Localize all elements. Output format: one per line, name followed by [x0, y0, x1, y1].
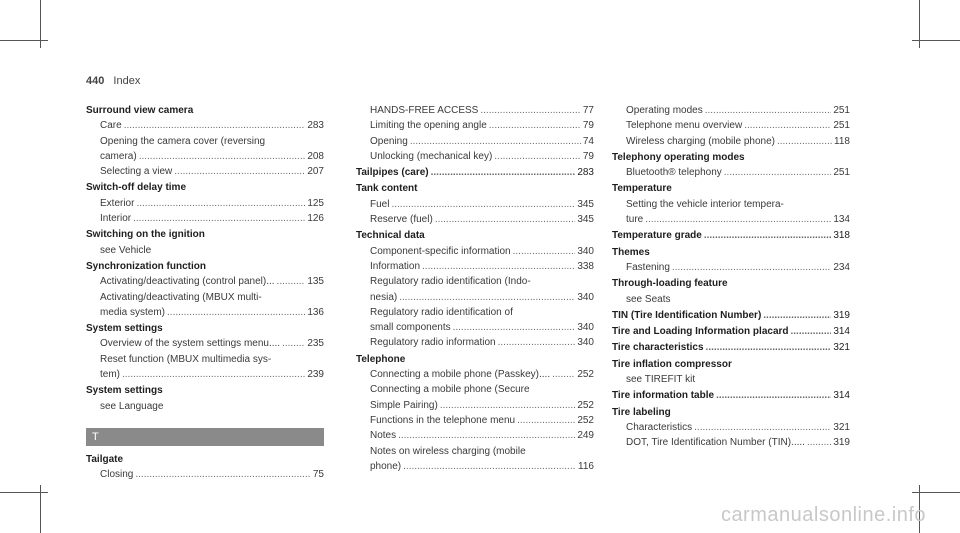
index-subentry [356, 274, 594, 289]
crop-mark [0, 492, 48, 493]
index-subentry-text: Operating modes [626, 105, 703, 116]
index-subentry-text: Information [370, 260, 421, 272]
page-reference: 136 [307, 306, 324, 318]
index-heading-text: Tire inflation compressor [612, 358, 732, 370]
page-reference: 338 [577, 260, 594, 272]
index-subentry-text: tem) [100, 369, 120, 381]
page-reference: 345 [577, 214, 594, 226]
index-heading[interactable] [86, 259, 324, 274]
index-heading[interactable] [612, 150, 850, 165]
index-entry [612, 150, 850, 181]
leader-dots [399, 290, 575, 305]
page-reference: 118 [834, 135, 850, 147]
page-reference: 126 [307, 213, 324, 225]
index-subentry-text: Setting the vehicle interior tempera- [626, 198, 784, 210]
leader-dots [705, 103, 832, 118]
index-heading-text: System settings [86, 385, 163, 397]
index-heading-text: Tire information table [612, 390, 715, 402]
index-subentry-text: camera) [100, 150, 137, 162]
index-heading[interactable] [612, 228, 850, 243]
index-subentry-text: Component-specific information [370, 245, 511, 257]
index-subentry-text: Unlocking (mechanical key) [370, 150, 493, 162]
index-heading-text: Tailgate [86, 453, 124, 465]
index-subentry-text: Interior [100, 213, 132, 225]
index-subentry[interactable] [86, 164, 324, 179]
index-subentry[interactable] [86, 274, 324, 289]
index-entry [612, 324, 850, 339]
leader-dots [431, 165, 576, 180]
index-subentry[interactable] [356, 459, 594, 474]
index-entry [612, 405, 850, 451]
index-heading[interactable] [86, 321, 324, 336]
index-subentry [612, 372, 850, 387]
index-heading[interactable] [356, 181, 594, 196]
page-title: Index [113, 75, 141, 87]
index-heading-text: Synchronization function [86, 260, 206, 272]
index-subentry [612, 292, 850, 307]
index-subentry[interactable] [356, 244, 594, 259]
page-reference: 321 [833, 421, 850, 433]
index-entry [356, 181, 594, 227]
index-entry [86, 259, 324, 320]
index-heading-text: Telephony operating modes [612, 151, 745, 163]
index-subentry[interactable] [356, 367, 594, 382]
index-entry [86, 383, 324, 414]
index-subentry-text: Regulatory radio information [370, 337, 496, 349]
leader-dots [480, 103, 581, 118]
page-reference: 249 [577, 430, 594, 442]
index-column-1 [86, 103, 324, 484]
page-reference: 321 [833, 342, 850, 354]
index-subentry-text: Telephone menu overview [626, 120, 743, 132]
index-subentry-text: Overview of the system settings menu.... [100, 338, 281, 350]
index-subentry-text: Closing [100, 469, 134, 481]
index-subentry-text: Activating/deactivating (MBUX multi- [100, 291, 262, 303]
page-reference: 135 [307, 276, 324, 288]
index-heading-text: Temperature [612, 183, 672, 195]
index-heading[interactable] [356, 165, 594, 180]
index-heading-text: Tire and Loading Information placard [612, 326, 789, 338]
index-subentry-text: Reset function (MBUX multimedia sys- [100, 353, 272, 365]
page-reference: 340 [577, 245, 594, 257]
index-subentry[interactable] [86, 149, 324, 164]
leader-dots [763, 308, 831, 323]
index-subentry[interactable] [612, 118, 850, 133]
index-subentry[interactable] [356, 197, 594, 212]
index-heading[interactable] [612, 324, 850, 339]
index-heading[interactable] [356, 352, 594, 367]
leader-dots [277, 274, 306, 289]
index-subentry-text: ture [626, 214, 644, 226]
index-subentry[interactable] [356, 413, 594, 428]
index-heading[interactable] [612, 245, 850, 260]
index-subentry[interactable] [356, 103, 594, 118]
index-subentry-text: Reserve (fuel) [370, 214, 433, 226]
index-subentry-text: Notes on wireless charging (mobile [370, 445, 526, 457]
index-heading-text: Themes [612, 246, 650, 258]
index-entry [86, 452, 324, 483]
index-heading[interactable] [86, 452, 324, 467]
index-subentry[interactable] [86, 367, 324, 382]
index-subentry-text: Regulatory radio identification (Indo- [370, 276, 531, 288]
index-entry [86, 321, 324, 382]
index-subentry-text: Connecting a mobile phone (Passkey).... [370, 369, 551, 381]
index-subentry-text: see Language [100, 400, 164, 412]
leader-dots [645, 212, 831, 227]
index-entry [612, 388, 850, 403]
crop-mark [912, 40, 960, 41]
index-column-2 [356, 103, 594, 475]
leader-dots [435, 212, 576, 227]
page-reference: 75 [312, 469, 324, 481]
index-entry [356, 165, 594, 180]
index-subentry-text: Connecting a mobile phone (Secure [370, 384, 530, 396]
index-subentry[interactable] [86, 118, 324, 133]
index-subentry[interactable] [86, 467, 324, 482]
index-entry [356, 352, 594, 474]
index-entry [612, 103, 850, 149]
index-subentry-text: Selecting a view [100, 166, 173, 178]
index-subentry-text: HANDS-FREE ACCESS [370, 105, 479, 116]
page-reference: 74 [582, 135, 594, 147]
index-heading-text: Tire labeling [612, 406, 671, 418]
page-reference: 252 [577, 414, 594, 426]
index-heading-text: Surround view camera [86, 105, 194, 116]
index-subentry-text: Bluetooth® telephony [626, 167, 722, 179]
index-subentry[interactable] [356, 134, 594, 149]
index-entry [612, 276, 850, 307]
page-reference: 314 [833, 390, 850, 402]
index-heading[interactable] [612, 181, 850, 196]
index-subentry[interactable] [356, 335, 594, 350]
leader-dots [398, 428, 575, 443]
index-subentry-text: Care [100, 120, 122, 132]
index-heading-text: Telephone [356, 353, 406, 365]
leader-dots [513, 244, 576, 259]
page-reference: 79 [582, 150, 594, 162]
index-subentry [86, 134, 324, 149]
index-heading-text: TIN (Tire Identification Number) [612, 309, 762, 321]
leader-dots [791, 324, 832, 339]
page-reference: 318 [833, 230, 850, 242]
page-reference: 319 [833, 437, 850, 449]
page-reference: 116 [578, 460, 594, 472]
leader-dots [139, 149, 306, 164]
leader-dots [403, 459, 576, 474]
leader-dots [422, 259, 575, 274]
index-subentry-text: Opening the camera cover (reversing [100, 135, 266, 147]
index-heading[interactable] [86, 383, 324, 398]
page-reference: 283 [577, 167, 594, 179]
leader-dots [122, 367, 305, 382]
leader-dots [453, 320, 576, 335]
leader-dots [704, 228, 831, 243]
watermark: carmanualsonline.info [720, 504, 926, 526]
index-subentry-text: see TIREFIT kit [626, 374, 696, 386]
leader-dots [724, 165, 832, 180]
index-heading-text: Tailpipes (care) [356, 167, 429, 179]
index-subentry[interactable] [356, 259, 594, 274]
leader-dots [440, 398, 576, 413]
index-heading[interactable] [612, 357, 850, 372]
index-entry [612, 181, 850, 227]
page-reference: 234 [833, 261, 850, 273]
index-heading[interactable] [612, 388, 850, 403]
index-subentry[interactable] [86, 196, 324, 211]
leader-dots [174, 164, 305, 179]
page-reference: 77 [582, 105, 594, 116]
index-subentry-text: Activating/deactivating (control panel)... [100, 276, 275, 288]
index-subentry-text: phone) [370, 460, 402, 472]
index-subentry[interactable] [356, 149, 594, 164]
index-subentry[interactable] [612, 134, 850, 149]
index-subentry[interactable] [612, 260, 850, 275]
index-heading[interactable] [612, 276, 850, 291]
index-entry [612, 308, 850, 323]
page-header [86, 75, 140, 87]
index-subentry[interactable] [86, 305, 324, 320]
index-subentry[interactable] [612, 103, 850, 118]
index-heading[interactable] [356, 228, 594, 243]
page-reference: 239 [307, 369, 324, 381]
index-subentry[interactable] [356, 212, 594, 227]
leader-dots [167, 305, 305, 320]
leader-dots [716, 388, 831, 403]
leader-dots [282, 336, 305, 351]
index-subentry[interactable] [86, 336, 324, 351]
leader-dots [124, 118, 306, 133]
index-subentry[interactable] [356, 320, 594, 335]
index-subentry-text: Fuel [370, 198, 390, 210]
index-heading[interactable] [612, 308, 850, 323]
page-reference: 252 [577, 399, 594, 411]
leader-dots [489, 118, 581, 133]
leader-dots [494, 149, 581, 164]
leader-dots [672, 260, 831, 275]
index-heading-text: Switching on the ignition [86, 229, 205, 241]
index-subentry-text: Regulatory radio identification of [370, 306, 513, 318]
leader-dots [706, 340, 832, 355]
index-entry [356, 228, 594, 350]
index-entry [86, 103, 324, 179]
page-reference: 235 [307, 338, 324, 350]
leader-dots [694, 420, 831, 435]
index-subentry-text: see Vehicle [100, 244, 152, 256]
page-reference: 340 [577, 322, 594, 334]
leader-dots [744, 118, 831, 133]
index-subentry-text: media system) [100, 306, 166, 318]
index-heading-text: System settings [86, 323, 163, 335]
index-column-3 [612, 103, 850, 452]
index-subentry[interactable] [356, 428, 594, 443]
index-heading-text: Through-loading feature [612, 278, 728, 290]
index-subentry-text: Wireless charging (mobile phone) [626, 135, 775, 147]
index-subentry [86, 399, 324, 414]
index-subentry-text: Exterior [100, 197, 135, 209]
index-heading-text: Tank content [356, 183, 418, 195]
leader-dots [410, 134, 581, 149]
index-subentry-text: Notes [370, 430, 397, 442]
index-entry [612, 228, 850, 243]
index-subentry-text: see Seats [626, 293, 671, 305]
page-reference: 345 [577, 198, 594, 210]
index-subentry [356, 444, 594, 459]
page-number: 440 [86, 75, 105, 87]
index-subentry [86, 243, 324, 258]
index-subentry [86, 352, 324, 367]
index-subentry[interactable] [612, 165, 850, 180]
index-subentry[interactable] [356, 118, 594, 133]
page-reference: 252 [577, 369, 594, 381]
leader-dots [777, 134, 832, 149]
leader-dots [552, 367, 575, 382]
index-heading-text: Technical data [356, 230, 425, 242]
index-subentry[interactable] [612, 435, 850, 450]
index-subentry [86, 290, 324, 305]
index-subentry-text: Functions in the telephone menu [370, 414, 516, 426]
index-subentry [356, 305, 594, 320]
index-entry [612, 357, 850, 388]
page-reference: 340 [577, 337, 594, 349]
index-subentry[interactable] [356, 398, 594, 413]
index-heading-text: Temperature grade [612, 230, 702, 242]
section-letter: T [86, 428, 324, 446]
leader-dots [498, 335, 576, 350]
crop-mark [0, 40, 48, 41]
index-entry [356, 103, 594, 164]
leader-dots [807, 435, 831, 450]
index-heading[interactable] [86, 103, 324, 118]
index-entry [612, 340, 850, 355]
page-reference: 208 [307, 150, 324, 162]
index-subentry[interactable] [356, 290, 594, 305]
leader-dots [517, 413, 575, 428]
page-reference: 340 [577, 291, 594, 303]
index-entry [612, 245, 850, 276]
index-heading[interactable] [612, 405, 850, 420]
page-reference: 251 [833, 105, 850, 116]
index-subentry[interactable] [612, 212, 850, 227]
crop-mark [912, 492, 960, 493]
index-subentry-text: Fastening [626, 261, 670, 273]
page-reference: 134 [833, 214, 850, 226]
index-heading[interactable] [612, 340, 850, 355]
page-reference: 251 [833, 167, 850, 179]
leader-dots [136, 196, 305, 211]
index-subentry-text: Opening [370, 135, 408, 147]
index-subentry-text: small components [370, 322, 451, 334]
page-reference: 319 [833, 309, 850, 321]
page-reference: 314 [833, 326, 850, 338]
index-subentry-text: nesia) [370, 291, 398, 303]
index-subentry[interactable] [86, 211, 324, 226]
index-subentry-text: Characteristics [626, 421, 693, 433]
page-reference: 125 [307, 197, 324, 209]
index-entry [86, 227, 324, 258]
index-heading-text: Switch-off delay time [86, 182, 187, 194]
page-reference: 283 [307, 120, 324, 132]
index-heading[interactable] [86, 180, 324, 195]
leader-dots [135, 467, 311, 482]
index-subentry [612, 197, 850, 212]
leader-dots [133, 211, 305, 226]
page-reference: 207 [307, 166, 324, 178]
page-reference: 79 [582, 120, 594, 132]
index-entry [86, 180, 324, 226]
leader-dots [391, 197, 575, 212]
index-subentry [356, 382, 594, 397]
page-reference: 251 [833, 120, 850, 132]
index-heading-text: Tire characteristics [612, 342, 704, 354]
index-subentry-text: Simple Pairing) [370, 399, 438, 411]
index-subentry-text: DOT, Tire Identification Number (TIN)..... [626, 437, 805, 449]
index-subentry-text: Limiting the opening angle [370, 120, 487, 132]
index-subentry[interactable] [612, 420, 850, 435]
index-heading[interactable] [86, 227, 324, 242]
